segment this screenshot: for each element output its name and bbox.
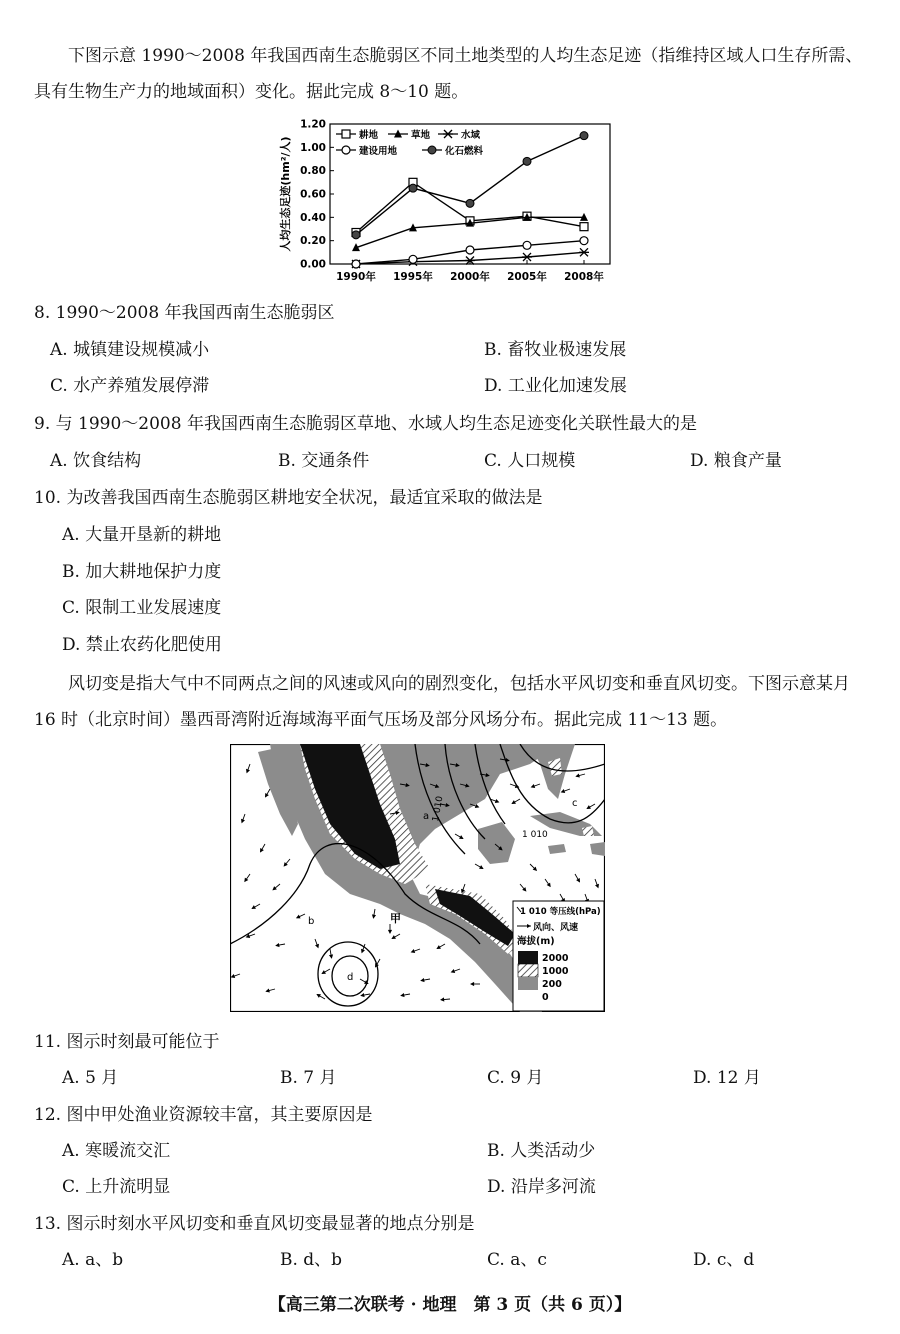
legend-label: 耕地 (359, 130, 379, 141)
q12-option-c[interactable]: C. 上升流明显 (62, 1177, 171, 1197)
q13-option-d[interactable]: D. c、d (693, 1250, 755, 1270)
map-label-c: c (572, 798, 578, 809)
land-hispaniola (590, 842, 605, 856)
legend-label: 草地 (411, 130, 431, 141)
q9-option-b[interactable]: B. 交通条件 (278, 451, 370, 471)
question-10-stem: 10. 为改善我国西南生态脆弱区耕地安全状况，最适宜采取的做法是 (34, 488, 543, 508)
question-13-stem: 13. 图示时刻水平风切变和垂直风切变最显著的地点分别是 (34, 1214, 475, 1234)
legend-level-2000: 2000 (542, 953, 569, 964)
legend-entry-1 (388, 129, 431, 141)
point-marker (466, 199, 474, 207)
q8-option-c[interactable]: C. 水产养殖发展停滞 (50, 376, 210, 396)
q12-option-a[interactable]: A. 寒暖流交汇 (62, 1141, 171, 1161)
legend-entry-0 (336, 129, 379, 141)
legend-wind: 风向、风速 (533, 923, 579, 933)
y-tick-label: 0.80 (300, 165, 326, 178)
legend-level-0: 0 (542, 992, 549, 1003)
legend-label: 水域 (461, 130, 481, 141)
q12-option-b[interactable]: B. 人类活动少 (487, 1141, 596, 1161)
q9-option-d[interactable]: D. 粮食产量 (690, 451, 782, 471)
q10-option-c[interactable]: C. 限制工业发展速度 (62, 598, 222, 618)
q11-option-a[interactable]: A. 5 月 (62, 1068, 119, 1088)
x-tick-label: 2000年 (450, 271, 490, 283)
point-marker (443, 130, 453, 138)
point-marker (342, 130, 350, 138)
q13-option-b[interactable]: B. d、b (280, 1250, 343, 1270)
map-label-b: b (308, 916, 315, 927)
point-marker (352, 231, 360, 239)
q11-option-c[interactable]: C. 9 月 (487, 1068, 544, 1088)
q9-option-a[interactable]: A. 饮食结构 (50, 451, 142, 471)
question-8-stem: 8. 1990～2008 年我国西南生态脆弱区 (34, 303, 335, 323)
point-marker (523, 157, 531, 165)
legend-label: 化石燃料 (445, 146, 484, 157)
q13-option-a[interactable]: A. a、b (62, 1250, 124, 1270)
point-marker (580, 237, 588, 245)
y-tick-label: 0.40 (300, 211, 326, 224)
isobar-label-1: 1 010 (522, 830, 548, 840)
intro-paragraph-1: 下图示意 1990～2008 年我国西南生态脆弱区不同土地类型的人均生态足迹（指维持区域人口生存所需、具有生物生产力的地域面积）变化。据此完成 8～10 题。 (34, 46, 863, 102)
map-legend (513, 901, 604, 1011)
intro-paragraph-2: 风切变是指大气中不同两点之间的风速或风向的剧烈变化，包括水平风切变和垂直风切变。下图示意某月 16 时（北京时间）墨西哥湾附近海域海平面气压场及部分风场分布。据此完成 11～13 题。 (34, 674, 850, 730)
q10-option-b[interactable]: B. 加大耕地保护力度 (62, 562, 222, 582)
q8-option-a[interactable]: A. 城镇建设规模减小 (50, 340, 210, 360)
legend-label: 建设用地 (359, 146, 398, 157)
legend-level-200: 200 (542, 979, 562, 990)
point-marker (428, 146, 436, 154)
y-axis-label: 人均生态足迹(hm²/人) (279, 136, 292, 252)
map-label-d: d (347, 972, 354, 983)
y-tick-label: 1.00 (300, 141, 326, 154)
point-marker (342, 146, 350, 154)
legend-entry-3 (336, 145, 398, 157)
q11-option-d[interactable]: D. 12 月 (693, 1068, 761, 1088)
q10-option-d[interactable]: D. 禁止农药化肥使用 (62, 635, 222, 655)
gulf-of-mexico-pressure-map (230, 744, 605, 1012)
q9-option-c[interactable]: C. 人口规模 (484, 451, 576, 471)
point-marker (409, 255, 417, 263)
map-label-a: a (423, 811, 430, 822)
plot-frame (330, 124, 610, 264)
y-tick-label: 0.00 (300, 258, 326, 271)
point-marker (466, 246, 474, 254)
y-tick-label: 0.60 (300, 188, 326, 201)
point-marker (409, 184, 417, 192)
q10-option-a[interactable]: A. 大量开垦新的耕地 (62, 525, 222, 545)
point-marker (580, 223, 588, 231)
legend-entry-4 (422, 145, 484, 157)
question-12-stem: 12. 图中甲处渔业资源较丰富，其主要原因是 (34, 1105, 373, 1125)
ecological-footprint-chart (275, 112, 620, 292)
x-tick-label: 1995年 (393, 271, 433, 283)
x-tick-label: 1990年 (336, 271, 376, 283)
legend-level-1000: 1000 (542, 966, 569, 977)
legend-entry-2 (438, 129, 481, 141)
legend-elevation-title: 海拔(m) (517, 936, 555, 947)
question-11-stem: 11. 图示时刻最可能位于 (34, 1032, 220, 1052)
chart-axes (330, 124, 610, 264)
y-tick-label: 0.20 (300, 235, 326, 248)
q11-option-b[interactable]: B. 7 月 (280, 1068, 337, 1088)
chart-legend (336, 129, 484, 157)
point-marker (522, 253, 532, 261)
q12-option-d[interactable]: D. 沿岸多河流 (487, 1177, 596, 1197)
x-tick-label: 2005年 (507, 271, 547, 283)
map-label-jia: 甲 (390, 912, 401, 925)
q8-option-b[interactable]: B. 畜牧业极速发展 (484, 340, 627, 360)
point-marker (352, 260, 360, 268)
legend-isobar: 1 010 等压线(hPa) (520, 907, 601, 917)
point-marker (523, 241, 531, 249)
y-tick-label: 1.20 (300, 118, 326, 131)
question-9-stem: 9. 与 1990～2008 年我国西南生态脆弱区草地、水域人均生态足迹变化关联性最大的是 (34, 414, 697, 434)
q8-option-d[interactable]: D. 工业化加速发展 (484, 376, 627, 396)
isobar-label-2: 1 010 (431, 795, 446, 823)
page-footer: 【高三第二次联考 · 地理 第 3 页（共 6 页）】 (268, 1295, 632, 1315)
point-marker (579, 248, 589, 256)
x-tick-label: 2008年 (564, 271, 604, 283)
q13-option-c[interactable]: C. a、c (487, 1250, 547, 1270)
point-marker (580, 132, 588, 140)
